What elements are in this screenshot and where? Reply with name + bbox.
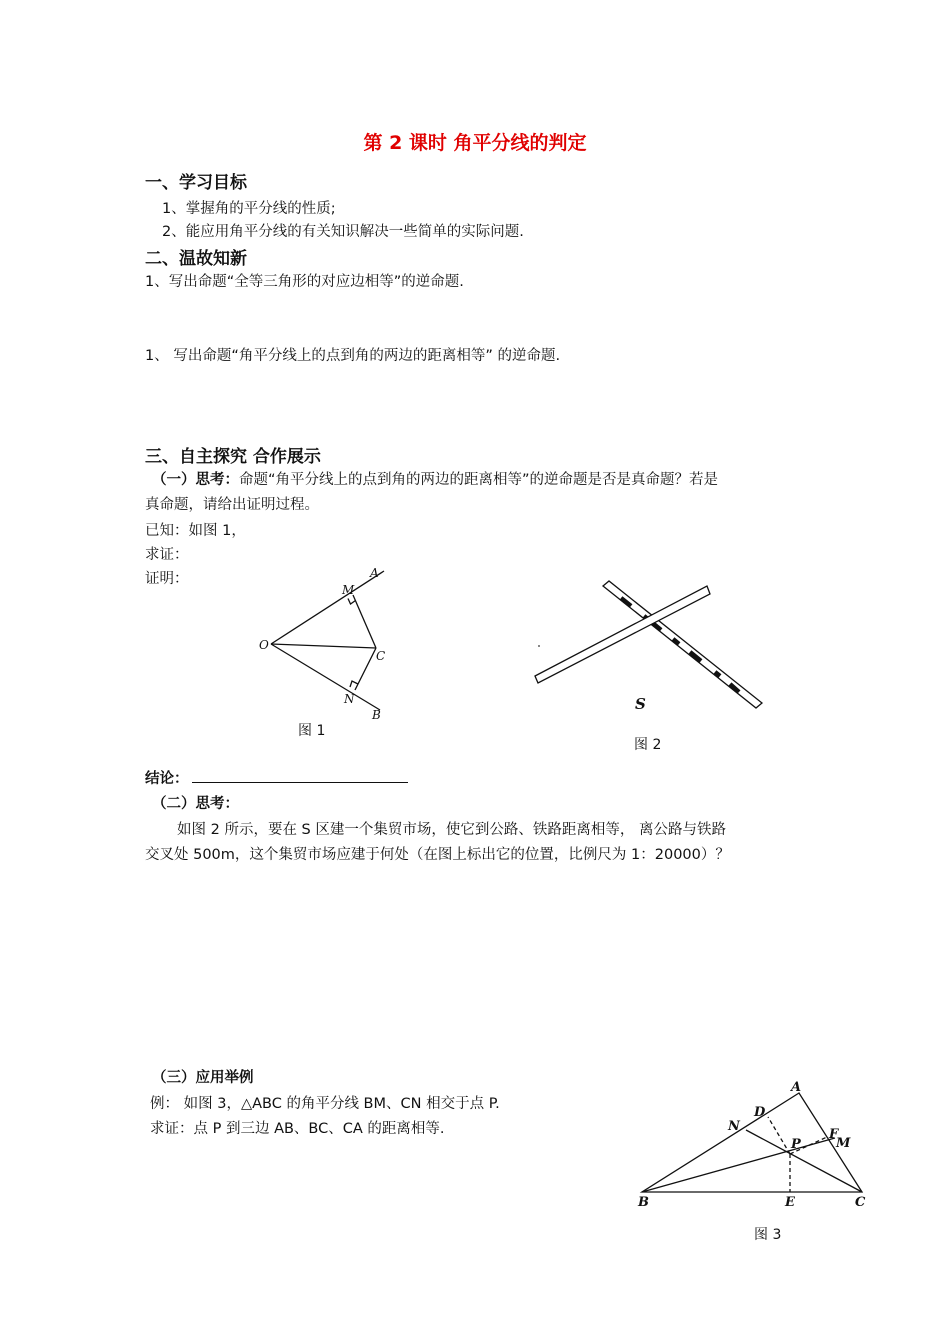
review-question-1: 1、写出命题“全等三角形的对应边相等”的逆命题. <box>145 274 464 290</box>
part2-line2: 交叉处 500m，这个集贸市场应建于何处（在图上标出它的位置，比例尺为 1：20000）？ <box>145 847 730 863</box>
part2-label: （二）思考： <box>152 796 239 812</box>
prove-label: 求证： <box>145 547 189 563</box>
perpendicular-pd <box>768 1117 790 1154</box>
fig3-label-f: F <box>829 1127 839 1142</box>
ray-oa <box>271 571 384 644</box>
fig1-label-m: M <box>342 583 355 597</box>
triangle-abc <box>642 1093 862 1192</box>
part1-label: （一）思考： <box>152 472 239 488</box>
conclusion-answer-line <box>192 782 408 783</box>
example-prove: 求证：点 P 到三边 AB、BC、CA 的距离相等. <box>150 1121 445 1137</box>
fig3-label-a: A <box>791 1080 802 1095</box>
conclusion-label: 结论： <box>145 771 189 787</box>
fig3-label-m: M <box>836 1136 851 1151</box>
fig1-label-n: N <box>344 692 355 706</box>
proof-label: 证明： <box>145 571 189 587</box>
page-title: 第 2 课时 角平分线的判定 <box>363 132 587 154</box>
known-label: 已知：如图 1， <box>145 523 246 539</box>
figure-1-caption: 图 1 <box>298 723 326 739</box>
part2-line1: 如图 2 所示，要在 S 区建一个集贸市场，使它到公路、铁路距离相等， 离公路与铁路 <box>177 822 726 838</box>
fig3-label-p: P <box>791 1137 801 1152</box>
figure-3 <box>630 1075 880 1215</box>
fig1-label-o: O <box>259 638 269 652</box>
fig3-label-n: N <box>728 1119 740 1134</box>
figure-3-caption: 图 3 <box>754 1227 782 1243</box>
fig2-label-s: S <box>635 695 646 713</box>
figure-1 <box>250 562 400 722</box>
figure-2-dot <box>538 645 540 647</box>
ray-ob <box>271 644 380 710</box>
objective-item-2: 2、能应用角平分线的有关知识解决一些简单的实际问题. <box>162 224 524 240</box>
fig3-label-e: E <box>785 1195 795 1210</box>
section3-heading: 三、自主探究 合作展示 <box>145 447 321 467</box>
fig1-label-b: B <box>372 708 381 722</box>
section1-heading: 一、学习目标 <box>145 173 247 193</box>
part1-text-line1: 命题“角平分线上的点到角的两边的距离相等”的逆命题是否是真命题？若是 <box>239 472 719 488</box>
example-text: 例： 如图 3，△ABC 的角平分线 BM、CN 相交于点 P. <box>150 1096 500 1112</box>
fig3-label-b: B <box>638 1195 649 1210</box>
part3-label: （三）应用举例 <box>152 1070 254 1086</box>
review-question-2: 1、 写出命题“角平分线上的点到角的两边的距离相等” 的逆命题. <box>145 348 561 364</box>
fig3-label-c: C <box>855 1195 866 1210</box>
fig3-label-d: D <box>754 1105 766 1120</box>
figure-2-caption: 图 2 <box>634 737 662 753</box>
part1-text-line2: 真命题，请给出证明过程。 <box>145 497 319 513</box>
fig1-label-c: C <box>376 649 386 663</box>
objective-item-1: 1、掌握角的平分线的性质; <box>162 201 336 217</box>
figure-2 <box>530 575 770 720</box>
segment-mc <box>353 595 376 648</box>
segment-oc <box>271 644 376 648</box>
section2-heading: 二、温故知新 <box>145 249 247 269</box>
fig1-label-a: A <box>370 566 379 580</box>
